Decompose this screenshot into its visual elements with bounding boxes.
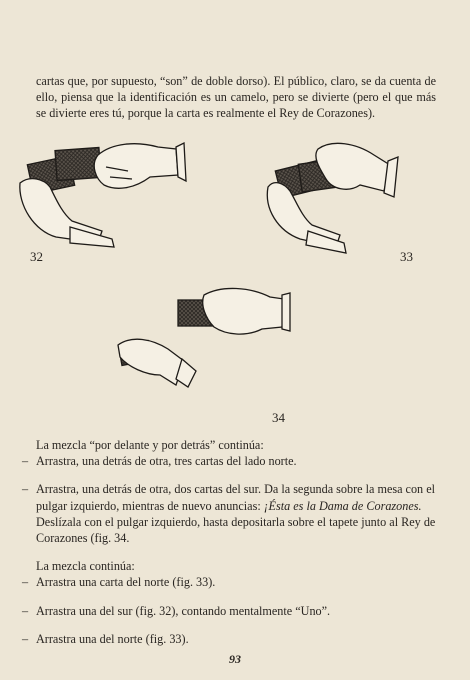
item-text: Arrastra, una detrás de otra, tres cartas del lado norte. (36, 454, 297, 469)
intro-paragraph: cartas que, por supuesto, “son” de doble dorso). El público, claro, se da cuenta de ello, piensa que la identificación es un camelo, pero se divierte (pero el que más se divierte eres tú, porque la carta es realmente el Rey de Corazones). (36, 74, 436, 121)
list-item (22, 481, 442, 546)
figure-34-drawing (118, 288, 290, 387)
item-text: Deslízala con el pulgar izquierdo, hasta depositarla sobre el tapete junto al Rey de Corazones (fig. 34. (36, 514, 436, 546)
list-item (22, 631, 442, 647)
instructions-block (22, 437, 442, 647)
figure-33-drawing (267, 143, 398, 253)
section2-heading: La mezcla continúa: (36, 559, 135, 574)
figure-32-number: 32 (30, 249, 43, 264)
section1-heading: La mezcla “por delante y por detrás” continúa: (36, 438, 264, 452)
list-item (22, 574, 442, 590)
item-text: Arrastra una del norte (fig. 33). (36, 631, 189, 646)
dash-bullet: – (22, 631, 29, 646)
item-text: Arrastra, una detrás de otra, dos cartas del sur. Da la segunda sobre la mesa con el pulgar izquierdo, mientras de nuevo anuncias: (36, 482, 435, 513)
figure-33-number: 33 (400, 249, 413, 264)
list-item (22, 453, 442, 469)
illustrations (0, 135, 470, 435)
dash-bullet: – (22, 482, 29, 497)
list-item (22, 603, 442, 619)
figure-34-number: 34 (272, 410, 285, 425)
hands-illustration (0, 135, 470, 435)
dash-bullet: – (22, 454, 29, 469)
item-emphasis: ¡Ésta es la Dama de Corazones. (263, 498, 422, 513)
page-number: 93 (229, 652, 241, 666)
item-text: Arrastra una del sur (fig. 32), contando mentalmente “Uno”. (36, 603, 331, 618)
dash-bullet: – (22, 575, 29, 590)
figure-32-drawing (20, 143, 186, 247)
dash-bullet: – (22, 603, 29, 618)
item-text: Arrastra una carta del norte (fig. 33). (36, 575, 216, 590)
